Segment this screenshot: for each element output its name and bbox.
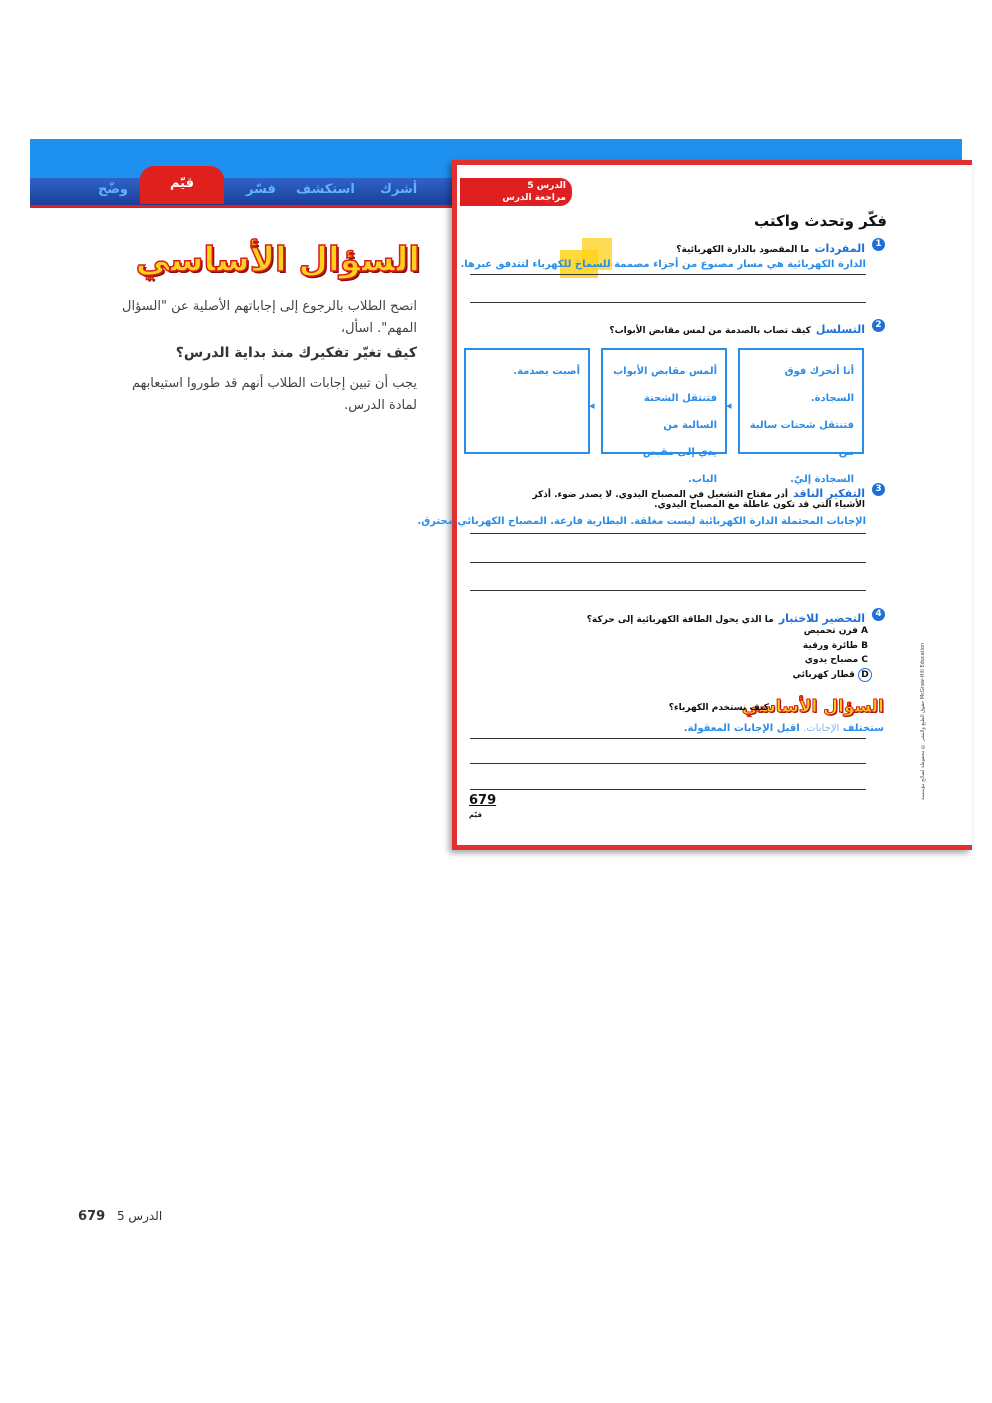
answer-line [470, 590, 866, 591]
sequence-box-2 [601, 348, 727, 485]
tab-evaluate-label: قيّم [169, 176, 194, 191]
option-text: قطار كهربائي [792, 670, 855, 680]
page-section-label: قيّم [469, 811, 482, 819]
question-number-1: 1 [872, 238, 885, 251]
answer-line [470, 738, 866, 739]
copyright-credit: حقوق الطبع والنشر © محفوظة لصالح مؤسسة McGraw-Hill Education [920, 642, 926, 800]
option-c[interactable] [805, 655, 868, 665]
option-text: فرن تحميص [803, 626, 858, 636]
answer-line [470, 763, 866, 764]
option-d-selected[interactable] [792, 668, 872, 682]
teacher-note: يجب أن تبين إجابات الطلاب أنهم قد طوروا استيعابهم لمادة الدرس. [132, 376, 417, 413]
lesson-review-label: مراجعة الدرس [502, 193, 566, 203]
q2-text: كيف تصاب بالصدمة من لمس مقابض الأبواب؟ [609, 326, 811, 336]
answer-line [470, 302, 866, 303]
box-3-line: أصبت بصدمة. [513, 366, 580, 377]
lesson-label: الدرس 5 [527, 181, 566, 191]
essential-question-title: السؤال الأساسي [135, 240, 420, 280]
q3-label: التفكير الناقد [793, 487, 865, 500]
q2-label: التسلسل [815, 323, 865, 336]
footer-page-number: 679 [78, 1209, 106, 1224]
reflection-question: كيف تغيّر تفكيرك منذ بداية الدرس؟ [175, 345, 417, 361]
option-text: طائرة ورقية [802, 641, 858, 651]
essential-question-small-title: السؤال الأساسي [741, 697, 884, 717]
answer-middle: الإجابات. [803, 723, 840, 734]
option-text: مصباح يدوي [804, 655, 859, 665]
question-4 [587, 607, 865, 626]
teacher-advice: انصح الطلاب بالرجوع إلى إجاباتهم الأصلية عن "السؤال المهم". اسأل، [122, 299, 417, 336]
q1-answer: الدارة الكهربائية هي مسار مصنوع من أجزاء مصممة للسماح للكهرباء لتتدفق عبرها. [460, 259, 866, 270]
box-2-line: فتنتقل الشحنة السالبة من [643, 393, 717, 431]
question-2 [609, 318, 865, 337]
option-a[interactable] [804, 626, 868, 636]
option-letter: B [861, 641, 868, 651]
question-3 [532, 482, 865, 501]
arrow-left-icon: ◂ [726, 399, 732, 412]
question-number-2: 2 [872, 319, 885, 332]
tab-engage[interactable]: أشرك [380, 182, 418, 197]
box-2-line: يدي إلى مقبض الباب. [642, 447, 717, 485]
answer-line [470, 562, 866, 563]
section-heading: فكّر وتحدث واكتب [753, 212, 887, 230]
footer [78, 1209, 162, 1224]
essential-answer [684, 723, 884, 734]
box-1-line: أنا أتحرك فوق السجادة. [784, 366, 854, 404]
sequence-box-3 [464, 348, 590, 454]
option-letter: D [858, 668, 872, 682]
option-letter: A [861, 626, 868, 636]
answer-line [470, 533, 866, 534]
q4-label: التحضير للاختبار [778, 612, 865, 625]
q3-text-line2: الأشياء التي قد تكون عاطلة مع المصباح اليدوي. [654, 500, 865, 510]
box-2-line: ألمس مقابض الأبواب [613, 366, 717, 377]
answer-suffix: اقبل الإجابات المعقولة. [683, 723, 800, 734]
lesson-tag [460, 178, 572, 206]
q3-answer: الإجابات المحتملة الدارة الكهربائية ليست مغلقة. البطارية فارغة. المصباح الكهربائي محترق. [417, 516, 866, 527]
box-1-line: السجادة إليّ. [790, 474, 854, 485]
answer-prefix: ستختلف [842, 723, 884, 734]
tab-explain[interactable]: وضّح [98, 182, 129, 197]
box-1-line: فتنتقل شحنات سالبة من [749, 420, 854, 458]
option-letter: C [861, 655, 868, 665]
sequence-box-1 [738, 348, 864, 485]
footer-lesson: الدرس 5 [116, 1209, 163, 1223]
q1-text: ما المقصود بالدارة الكهربائية؟ [676, 245, 810, 255]
question-number-3: 3 [872, 483, 885, 496]
arrow-left-icon: ◂ [589, 399, 595, 412]
tab-interpret[interactable]: فسّر [246, 182, 276, 197]
q1-label: المفردات [814, 242, 865, 255]
question-1 [676, 237, 865, 256]
essential-question-text: كيف نستخدم الكهرباء؟ [668, 703, 769, 713]
question-number-4: 4 [872, 608, 885, 621]
tab-evaluate-active[interactable] [140, 166, 224, 204]
answer-line [470, 274, 866, 275]
q3-text-line1: أدر مفتاح التشغيل في المصباح اليدوي. لا يصدر ضوء. أذكر [532, 490, 788, 500]
tab-explore[interactable]: استكشف [296, 182, 355, 197]
answer-line [470, 789, 866, 790]
page-number: 679 [469, 793, 497, 808]
option-b[interactable] [803, 641, 868, 651]
q4-text: ما الذي يحول الطاقة الكهربائية إلى حركة؟ [586, 615, 774, 625]
